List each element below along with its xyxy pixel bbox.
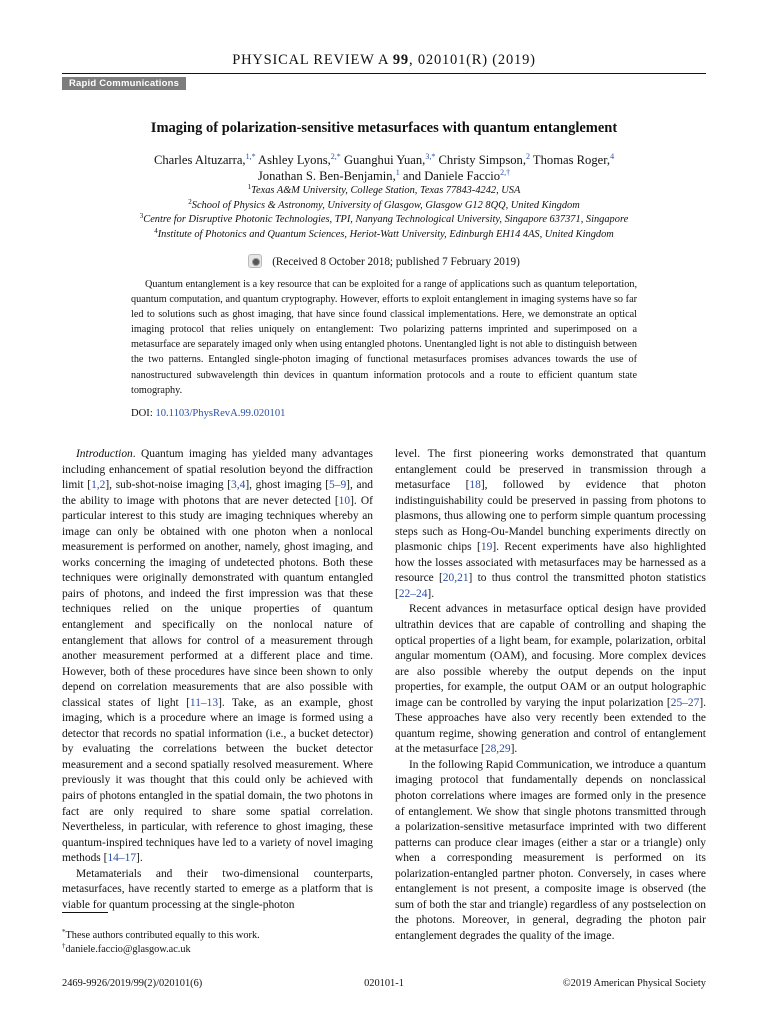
author-affil-mark[interactable]: 3,*: [425, 152, 436, 161]
text-run: level. The first pioneering works demonstrated that quantum entanglement could be preserved in transmission through a metasurface [: [395, 448, 706, 492]
paragraph: [62, 867, 373, 914]
text-run: Metamaterials and their two-dimensional counterparts, metasurfaces, have recently started to emerge as a platform that is viable for quantum processing at the single-photon: [62, 867, 373, 911]
author-affil-mark[interactable]: 2,*: [330, 152, 341, 161]
affiliation: $^1$Texas A&M University, College Station, Texas 77843-4242, USA: [247, 183, 521, 196]
footer-page-number: 020101-1: [364, 978, 404, 989]
footnote: *These authors contributed equally to this work.: [62, 928, 260, 941]
body-column-right: [395, 447, 706, 945]
doi: [131, 408, 285, 419]
citation-link[interactable]: 5–9: [329, 479, 347, 492]
received-text: (Received 8 October 2018; published 7 February 2019): [272, 256, 520, 268]
author-name: Thomas Roger,: [532, 153, 611, 167]
footer-copyright: ©2019 American Physical Society: [562, 978, 706, 989]
paragraph: [395, 758, 706, 945]
abstract: Quantum entanglement is a key resource that can be exploited for a range of applications such as quantum teleportation, quantum computation, and quantum cryptography. However, efforts to exploit entanglement in imaging systems have so far led to solutions such as ghost imaging, that have since found classical implementations. Here, we demonstrate an optical imaging protocol that relies uniquely on entanglement: Two polarizing patterns imprinted and superimposed on a metasurface are separately imaged only when using entangled photons. Unentangled light is not able to distinguish between the two patterns. Entangled single-photon imaging of functional metasurfaces promises advances towards the use of nanostructured subwavelength thin devices in quantum information protocols and a route to efficient quantum state tomography.: [131, 279, 637, 396]
header-rule: [62, 73, 706, 74]
citation-link[interactable]: 28,29: [484, 743, 511, 756]
author-line-1: [0, 152, 768, 168]
author-name: and Daniele Faccio: [402, 169, 501, 183]
text-run: ], ghost imaging [: [245, 479, 330, 492]
text-run: ], sub-shot-noise imaging [: [105, 479, 232, 492]
author-list: [0, 152, 768, 184]
text-run: ].: [136, 852, 143, 865]
paragraph: [62, 447, 373, 867]
author-name: Guanghui Yuan,: [343, 153, 426, 167]
footer-issn: 2469-9926/2019/99(2)/020101(6): [62, 978, 203, 989]
paper-title: Imaging of polarization-sensitive metasurfaces with quantum entanglement: [150, 120, 618, 136]
journal-name: PHYSICAL REVIEW A: [232, 52, 389, 68]
citation-link[interactable]: 1,2: [91, 479, 106, 492]
text-run: ]. These approaches have also very recently been extended to the quantum regime, showing generation and control of entanglement at the metasurface [: [395, 696, 706, 756]
paragraph: [395, 447, 706, 602]
received-dates: [0, 254, 768, 268]
journal-volume: 99: [392, 52, 409, 68]
citation-link[interactable]: 20,21: [442, 572, 469, 585]
footnotes: [62, 929, 260, 957]
citation-link[interactable]: 22–24: [398, 587, 428, 600]
paragraph: [395, 602, 706, 757]
text-run: Recent advances in metasurface optical design have provided ultrathin devices that are capable of controlling and shaping the optical properties of a light beam, for example, polarization, orbital angular momentum (OAM), and focusing. More complex devices are also possible whereby the output depends on the input properties, for example, the output OAM or an output holographic image can be controlled by varying the input polarization [: [395, 603, 706, 709]
citation-link[interactable]: 10: [338, 494, 351, 507]
author-name: Ashley Lyons,: [258, 153, 331, 167]
text-run: ]. Of particular interest to this study are imaging techniques whereby an image can only be obtained with one photon when a nonlocal measurement is performed on another, namely, ghost imaging, and works concerning the imaging of undetected photons. Both these techniques were originally demonstrated with quantum entangled pairs of photons, and indeed the first impression was that these techniques relied on the unique properties of quantum entanglement and specifically on the nonlocal nature of entanglement that allows for control of a measurement through another measurement performed at a different place and time. However, both of these procedures have since been shown to only depend on correlation measurements that are also possible with classical states of light [: [62, 494, 373, 709]
article-info: 020101(R) (2019): [417, 52, 536, 68]
text-run: ] to thus control the transmitted photon statistics [: [395, 572, 707, 600]
affiliation: $^4$Institute of Photonics and Quantum Sciences, Heriot-Watt University, Edinburgh EH14 4AS, United Kingdom: [154, 226, 614, 240]
text-run: . Quantum imaging has yielded many advantages including enhancement of spatial resolution beyond the diffraction limit [: [62, 448, 373, 492]
author-name: Jonathan S. Ben-Benjamin,: [257, 169, 396, 183]
author-affil-mark[interactable]: 1: [395, 168, 400, 177]
body-column-left: [62, 447, 373, 913]
author-affil-mark[interactable]: 2: [525, 152, 530, 161]
author-name: Charles Altuzarra,: [153, 153, 246, 167]
affiliation: $^2$School of Physics & Astronomy, University of Glasgow, Glasgow G12 8QQ, United Kingdom: [188, 197, 580, 211]
footnote-rule: [62, 912, 108, 913]
section-run-in-heading: Introduction: [76, 448, 133, 460]
text-run: ].: [427, 587, 435, 600]
text-run: In the following Rapid Communication, we introduce a quantum imaging protocol that fundamentally depends on nonclassical photon correlations where images are formed only in the presence of entanglement. We show that single photons transmitted through a polarization-sensitive metasurface imprinted with two different patterns can produce clear images (either a star or a triangle) only when a corresponding measurement is performed on its polarization-entangled partner photon. Conversely, in cases where entanglement is not present, a composite image is observed (the sum of both the star and triangle) regardless of any postselection on the photons. Moreover, in general, degrading the photon pair entanglement degrades the quality of the image.: [395, 758, 706, 942]
text-run: ].: [510, 743, 518, 756]
corresponding-email[interactable]: daniele.faccio@glasgow.ac.uk: [65, 944, 191, 955]
author-affil-mark[interactable]: 4: [610, 152, 615, 161]
doi-label: DOI:: [131, 408, 153, 419]
author-affil-mark[interactable]: 2,†: [500, 168, 511, 177]
citation-link[interactable]: 14–17: [107, 852, 137, 865]
doi-link[interactable]: 10.1103/PhysRevA.99.020101: [155, 408, 286, 419]
citation-link[interactable]: 11–13: [189, 696, 219, 709]
section-badge: Rapid Communications: [62, 77, 186, 90]
text-run: ], followed by evidence that photon indistinguishability could be preserved in passing from photons to plasmons, thus allowing one to perform simple quantum processing steps such as Hong-Ou-Mandel bunching experiments directly on plasmonic chips [: [395, 479, 706, 554]
crossmark-icon[interactable]: [248, 254, 262, 268]
citation-link[interactable]: 18: [469, 479, 481, 492]
footnote: †daniele.faccio@glasgow.ac.uk: [62, 942, 191, 955]
affiliation: $^3$Centre for Disruptive Photonic Technologies, TPI, Nanyang Technological University, Singapore 637371, Singapore: [139, 212, 629, 225]
text-run: ]. Recent experiments have also highlighted how the losses associated with metasurfaces may be harnessed as a resource [: [395, 541, 707, 585]
author-name: Christy Simpson,: [438, 153, 526, 167]
citation-link[interactable]: 25–27: [670, 696, 700, 709]
affiliation-list: [0, 184, 768, 242]
text-run: ], and the ability to image with photons that are never detected [: [62, 479, 374, 507]
citation-link[interactable]: 3,4: [231, 479, 246, 492]
journal-header: PHYSICAL REVIEW A 99, 020101(R) (2019): [232, 52, 536, 68]
author-line-2: [0, 168, 768, 184]
citation-link[interactable]: 19: [480, 541, 493, 554]
text-run: ]. Take, as an example, ghost imaging, which is a procedure where an image is formed using a detector that records no spatial information (i.e., a bucket detector) by evaluating the correlations between the bucket detector measurement and a second spatially resolved measurement. Where previously it was thought that this could only be achieved with pairs of photons entangled in the spatial domain, the two photons in fact are only required to share some spatial correlation. Nevertheless, in particular, with reference to ghost imaging, these quantum-inspired techniques have led to a variety of novel imaging methods [: [62, 696, 373, 865]
author-affil-mark[interactable]: 1,*: [245, 152, 256, 161]
